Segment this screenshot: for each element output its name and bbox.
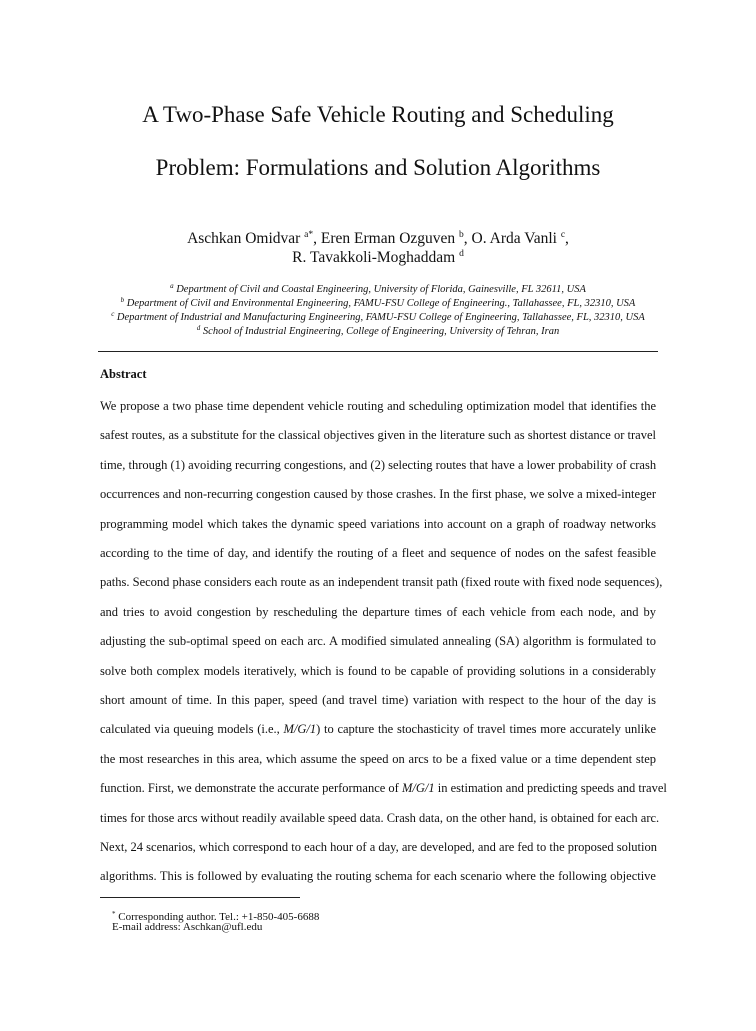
- affiliation-mark: d: [196, 324, 201, 332]
- title-line-2: Problem: Formulations and Solution Algorithms: [155, 155, 601, 180]
- affiliation-text: Department of Civil and Coastal Engineering, University of Florida, Gainesville, FL 32611, USA: [176, 284, 586, 295]
- author-affiliation-mark: c: [560, 230, 566, 240]
- header-divider: [98, 351, 658, 352]
- author-name: R. Tavakkoli-Moghaddam: [292, 249, 456, 266]
- abstract-line: algorithms. This is followed by evaluating the routing schema for each scenario where the following objective: [100, 869, 656, 884]
- author-affiliation-mark: a*: [304, 230, 314, 240]
- abstract-line: paths. Second phase considers each route as an independent transit path (fixed route with fixed node sequences),: [100, 575, 663, 590]
- affiliation-mark: a: [170, 282, 174, 290]
- author-affiliation-mark: b: [459, 230, 464, 240]
- abstract-line: time, through (1) avoiding recurring congestions, and (2) selecting routes that have a lower probability of crash: [100, 457, 657, 472]
- abstract-line: the most researches in this area, which assume the speed on arcs to be a fixed value or a time dependent step: [100, 751, 656, 766]
- title-line-1: A Two-Phase Safe Vehicle Routing and Scheduling: [142, 102, 614, 127]
- abstract-line: adjusting the sub-optimal speed on each arc. A modified simulated annealing (SA) algorithm is formulated to: [100, 634, 656, 649]
- abstract-line: solve both complex models iteratively, which is found to be capable of providing solutions in a considerably: [100, 663, 656, 678]
- affiliation-text: School of Industrial Engineering, College of Engineering, University of Tehran, Iran: [202, 326, 560, 337]
- footnote-email: E-mail address: Aschkan@ufl.edu: [112, 921, 263, 933]
- author-name: O. Arda Vanli: [471, 230, 557, 247]
- author-name: Eren Erman Ozguven: [320, 230, 456, 247]
- author-separator: ,: [313, 230, 321, 247]
- abstract-line: and tries to avoid congestion by rescheduling the departure times of each vehicle from each node, and by: [100, 604, 656, 619]
- abstract-line: according to the time of day, and identify the routing of a fleet and sequence of nodes on the safest feasible: [100, 546, 656, 560]
- author-list-continued: [0, 245, 756, 267]
- author-affiliation-mark: d: [459, 249, 464, 259]
- author-name: Aschkan Omidvar: [187, 230, 301, 247]
- abstract-line: times for those arcs without readily available speed data. Crash data, on the other hand, is obtained for each arc.: [100, 810, 660, 825]
- abstract-line: Next, 24 scenarios, which correspond to each hour of a day, are developed, and are fed to the proposed solution: [100, 840, 657, 854]
- footnote-divider: [100, 897, 300, 898]
- abstract-line: safest routes, as a substitute for the classical objectives given in the literature such as shortest distance or travel: [100, 428, 656, 443]
- abstract-line: We propose a two phase time dependent vehicle routing and scheduling optimization model that identifies the: [100, 399, 656, 413]
- affiliation-mark: b: [120, 296, 125, 304]
- affiliation-d: [0, 321, 756, 339]
- footnote-text: Corresponding author. Tel.: +1-850-405-6688: [118, 911, 320, 923]
- abstract-heading: Abstract: [100, 367, 147, 381]
- abstract-line: occurrences and non-recurring congestion caused by those crashes. In the first phase, we solve a mixed-integer: [100, 487, 656, 502]
- author-separator: ,: [463, 230, 472, 247]
- abstract-line: short amount of time. In this paper, speed (and travel time) variation with respect to the hour of the day is: [100, 693, 656, 707]
- affiliation-text: Department of Civil and Environmental Engineering, FAMU-FSU College of Engineering., Tallahassee, FL, 32310, USA: [126, 298, 636, 309]
- author-separator: ,: [565, 230, 569, 247]
- abstract-line: function. First, we demonstrate the accurate performance of M/G/1 in estimation and predicting speeds and travel: [100, 781, 667, 796]
- abstract-line: calculated via queuing models (i.e., M/G/1) to capture the stochasticity of travel times more accurately unlike: [100, 722, 656, 737]
- affiliation-mark: c: [111, 310, 115, 318]
- abstract-line: programming model which takes the dynamic speed variations into account on a graph of roadway networks: [100, 516, 656, 531]
- affiliation-text: Department of Industrial and Manufacturing Engineering, FAMU-FSU College of Engineering, Tallahassee, FL, 32310, USA: [116, 312, 645, 323]
- footnote-mark: *: [112, 910, 116, 918]
